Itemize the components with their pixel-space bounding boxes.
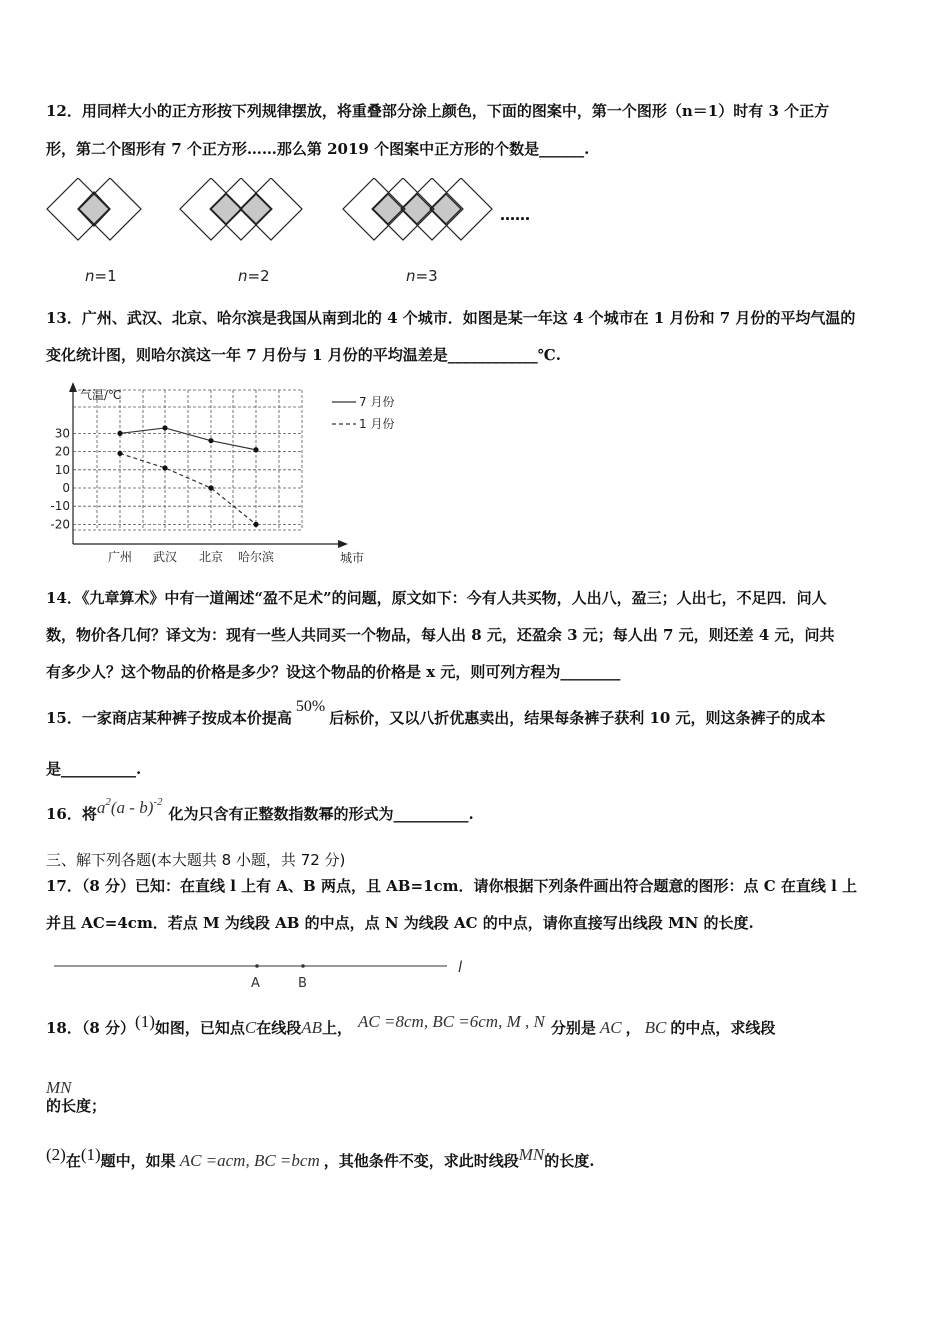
- q18-line-4: [46, 1145, 595, 1171]
- q12-figure: [40, 178, 560, 293]
- series-line: [120, 453, 256, 524]
- part-2-marker: (2): [46, 1145, 66, 1164]
- q12-line-2: 形，第二个图形有 7 个正方形……那么第 2019 个图案中正方形的个数是______.: [46, 140, 590, 158]
- label-eq: =3: [415, 267, 438, 285]
- segment-ac: AC: [599, 1018, 622, 1037]
- point-a: [255, 964, 259, 968]
- q18-text: 在: [65, 1152, 81, 1170]
- q15-line-2: 是__________.: [46, 760, 142, 778]
- q18-line-1: [46, 1012, 776, 1038]
- data-point: [253, 522, 258, 527]
- segment-ab: AB: [301, 1018, 323, 1037]
- q14-line-2: 数，物价各几何？译文为：现有一些人共同买一个物品，每人出 8 元，还盈余 3 元；每人出 7 元，则还差 4 元，问共: [46, 626, 835, 644]
- q14-line-3: 有多少人？这个物品的价格是多少？设这个物品的价格是 x 元，则可列方程为________: [46, 663, 621, 681]
- q12-line-1: 12．用同样大小的正方形按下列规律摆放，将重叠部分涂上颜色，下面的图案中，第一个图形（n＝1）时有 3 个正方: [46, 102, 830, 120]
- expr-mid: (a - b): [110, 798, 154, 817]
- label-a: A: [251, 976, 260, 991]
- label-var: n: [85, 267, 95, 285]
- q13-line-2: 变化统计图，则哈尔滨这一年 7 月份与 1 月份的平均温差是____________℃.: [46, 346, 561, 364]
- y-tick-label: 10: [54, 462, 70, 477]
- overlap-square: [78, 192, 110, 226]
- label-eq: =2: [247, 267, 270, 285]
- q18-line-3: 的长度；: [46, 1097, 107, 1115]
- q16-text-b: 化为只含有正整数指数幂的形式为__________.: [168, 805, 474, 823]
- pattern-n1: [47, 178, 141, 240]
- q17-line-diagram: [50, 952, 480, 994]
- label-b: B: [298, 976, 307, 991]
- q17-line-1: 17．（8 分）已知：在直线 l 上有 A、B 两点，且 AB=1cm．请你根据下列条件画出符合题意的图形：点 C 在直线 l 上: [46, 877, 858, 895]
- segment-mn: MN: [46, 1078, 72, 1097]
- x-axis-arrow: [338, 540, 348, 548]
- x-tick-label: 武汉: [152, 550, 178, 564]
- q15-percent: 50%: [295, 698, 326, 715]
- q15-text-a: 15．一家商店某种裤子按成本价提高: [46, 709, 292, 727]
- q15-line-1: [46, 698, 826, 729]
- pattern-n2: [180, 178, 302, 240]
- pattern-n3: [343, 178, 492, 240]
- label-n3: [406, 267, 438, 285]
- label-n2: [238, 267, 270, 285]
- overlap-square: [241, 194, 271, 224]
- given-values: AC =8cm, BC =6cm, M , N: [358, 1012, 545, 1031]
- x-tick-label: 哈尔滨: [237, 550, 275, 564]
- legend-label: 7 月份: [359, 395, 395, 409]
- expr-exp: 2: [105, 796, 111, 808]
- part-1-marker: (1): [135, 1012, 155, 1031]
- x-axis-label: 城市: [340, 551, 365, 565]
- overlap-square: [211, 194, 241, 224]
- y-tick-label: -10: [50, 499, 70, 514]
- expr-exp2: -2: [153, 796, 163, 808]
- y-axis-label: 气温/℃: [80, 388, 122, 402]
- overlap-square: [402, 194, 432, 224]
- y-tick-label: 20: [54, 444, 70, 459]
- label-l: l: [458, 958, 463, 976]
- q18-text: 的中点，求线段: [670, 1019, 776, 1037]
- q13-line-1: 13．广州、武汉、北京、哈尔滨是我国从南到北的 4 个城市．如图是某一年这 4 个城市在 1 月份和 7 月份的平均气温的: [46, 309, 856, 327]
- data-point: [253, 447, 258, 452]
- x-tick-label: 广州: [107, 550, 133, 564]
- y-tick-label: 30: [54, 426, 70, 441]
- q18-text: 的长度.: [544, 1152, 595, 1170]
- q18-text: ，其他条件不变，求此时线段: [323, 1152, 519, 1170]
- q15-text-b: 后标价，又以八折优惠卖出，结果每条裤子获利 10 元，则这条裤子的成本: [329, 709, 826, 727]
- q16-text-a: 16．将: [46, 805, 97, 823]
- given-values-2: AC =acm, BC =bcm: [179, 1151, 320, 1170]
- legend-label: 1 月份: [359, 417, 395, 431]
- data-point: [162, 465, 167, 470]
- q18-num: 18．（8 分）: [46, 1019, 136, 1037]
- point-b: [301, 964, 305, 968]
- label-n1: [85, 267, 117, 285]
- data-point: [208, 485, 213, 490]
- q16-expression: [97, 798, 163, 817]
- q17-line-2: 并且 AC=4cm．若点 M 为线段 AB 的中点，点 N 为线段 AC 的中点，请你直接写出线段 MN 的长度.: [46, 914, 754, 932]
- q18-text: 题中，如果: [100, 1152, 176, 1170]
- label-var: n: [406, 267, 416, 285]
- overlap-square: [373, 194, 403, 224]
- q18-text: 上，: [322, 1019, 353, 1037]
- data-point: [117, 451, 122, 456]
- data-point: [208, 438, 213, 443]
- temperature-chart: [40, 380, 420, 570]
- label-eq: =1: [94, 267, 117, 285]
- point-c: C: [244, 1018, 257, 1037]
- data-point: [117, 431, 122, 436]
- label-var: n: [238, 267, 248, 285]
- q18-text: ，: [625, 1019, 641, 1037]
- part-1-ref: (1): [80, 1145, 101, 1164]
- y-tick-label: 0: [62, 481, 70, 495]
- overlap-square: [431, 194, 461, 224]
- segment-bc: BC: [644, 1018, 667, 1037]
- q18-text: 在线段: [256, 1019, 302, 1037]
- q14-line-1: 14．《九章算术》中有一道阐述“盈不足术”的问题，原文如下：今有人共买物，人出八，盈三；人出七，不足四．问人: [46, 589, 827, 607]
- q16-line: [46, 796, 474, 826]
- x-tick-label: 北京: [198, 550, 224, 564]
- q18-text: 如图，已知点: [154, 1019, 245, 1037]
- q18-text: 分别是: [550, 1019, 596, 1037]
- segment-mn-2: MN: [518, 1145, 545, 1164]
- data-point: [162, 425, 167, 430]
- expr-base: a: [96, 798, 106, 817]
- ellipsis: ……: [500, 206, 530, 224]
- section-title: 三、解下列各题(本大题共 8 小题，共 72 分): [46, 851, 346, 869]
- y-axis-arrow: [69, 382, 77, 392]
- y-tick-label: -20: [50, 517, 70, 532]
